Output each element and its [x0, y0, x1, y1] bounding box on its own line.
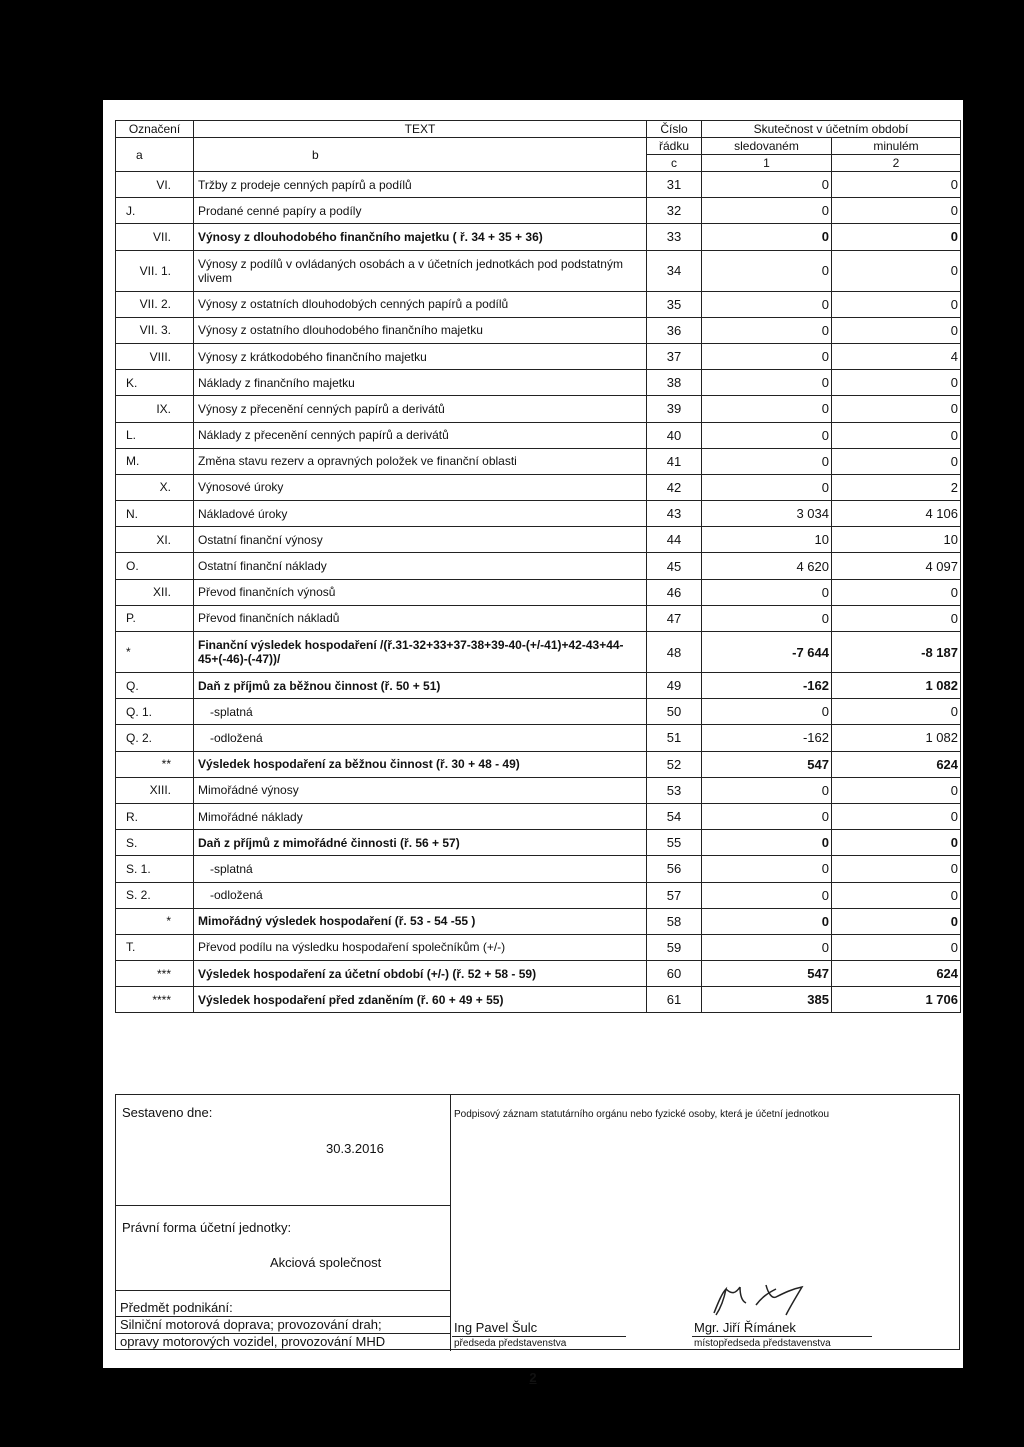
- row-text: Finanční výsledek hospodaření /(ř.31-32+33+37-38+39-40-(+/-41)+42-43+44-45+(-46)-(-47))/: [194, 632, 647, 673]
- row-previous-value: 0: [832, 830, 961, 856]
- table-row: [116, 579, 961, 605]
- row-mark: O.: [116, 553, 194, 579]
- row-line-number: 34: [647, 250, 702, 291]
- row-line-number: 49: [647, 673, 702, 699]
- row-current-value: 0: [702, 224, 832, 250]
- table-row: [116, 908, 961, 934]
- row-text: Daň z příjmů z mimořádné činnosti (ř. 56 + 57): [194, 830, 647, 856]
- row-text-indented: -odložená: [210, 730, 263, 745]
- row-text-indented: -odložená: [210, 888, 263, 903]
- table-row: [116, 250, 961, 291]
- row-mark: VII. 2.: [116, 291, 194, 317]
- row-current-value: 0: [702, 396, 832, 422]
- row-line-number: 53: [647, 777, 702, 803]
- table-row: [116, 961, 961, 987]
- row-current-value: 0: [702, 250, 832, 291]
- row-mark: Q. 2.: [116, 725, 194, 751]
- row-mark: K.: [116, 370, 194, 396]
- row-previous-value: 1 082: [832, 725, 961, 751]
- row-previous-value: 0: [832, 396, 961, 422]
- row-line-number: 44: [647, 527, 702, 553]
- row-line-number: 51: [647, 725, 702, 751]
- row-text: Výsledek hospodaření za účetní období (+/-) (ř. 52 + 58 - 59): [194, 961, 647, 987]
- row-text-indented: -splatná: [210, 704, 253, 719]
- row-line-number: 50: [647, 699, 702, 725]
- table-row: [116, 422, 961, 448]
- row-current-value: 10: [702, 527, 832, 553]
- row-mark: Q.: [116, 673, 194, 699]
- table-row: [116, 987, 961, 1013]
- row-text: [194, 856, 647, 882]
- row-text: Náklady z přecenění cenných papírů a derivátů: [194, 422, 647, 448]
- row-current-value: 0: [702, 605, 832, 631]
- row-current-value: 547: [702, 751, 832, 777]
- row-mark: Q. 1.: [116, 699, 194, 725]
- row-line-number: 45: [647, 553, 702, 579]
- row-text: Výnosy z podílů v ovládaných osobách a v účetních jednotkách pod podstatným vlivem: [194, 250, 647, 291]
- row-text: Převod podílu na výsledku hospodaření společníkům (+/-): [194, 934, 647, 960]
- header-line-sub1: řádku: [647, 138, 702, 155]
- header-current: sledovaném: [702, 138, 832, 155]
- row-mark: VII. 1.: [116, 250, 194, 291]
- row-line-number: 56: [647, 856, 702, 882]
- row-text: Převod finančních nákladů: [194, 605, 647, 631]
- row-text: Výnosy z krátkodobého finančního majetku: [194, 343, 647, 369]
- row-mark: N.: [116, 501, 194, 527]
- row-previous-value: 0: [832, 224, 961, 250]
- legal-form-value: Akciová společnost: [270, 1255, 382, 1270]
- row-current-value: 0: [702, 934, 832, 960]
- header-period: Skutečnost v účetním období: [702, 121, 961, 138]
- row-current-value: -7 644: [702, 632, 832, 673]
- row-text: Výnosové úroky: [194, 474, 647, 500]
- table-row: [116, 198, 961, 224]
- row-mark: XII.: [116, 579, 194, 605]
- row-text: Nákladové úroky: [194, 501, 647, 527]
- table-row: [116, 803, 961, 829]
- signer2-role: místopředseda představenstva: [694, 1338, 831, 1349]
- row-previous-value: 0: [832, 198, 961, 224]
- header-mark-sub: a: [116, 138, 194, 172]
- row-current-value: -162: [702, 725, 832, 751]
- table-row: [116, 448, 961, 474]
- row-current-value: 0: [702, 882, 832, 908]
- row-previous-value: 2: [832, 474, 961, 500]
- row-text: Mimořádné výnosy: [194, 777, 647, 803]
- table-row: [116, 224, 961, 250]
- row-mark: P.: [116, 605, 194, 631]
- row-previous-value: 0: [832, 172, 961, 198]
- row-previous-value: 0: [832, 250, 961, 291]
- table-row: [116, 699, 961, 725]
- row-line-number: 55: [647, 830, 702, 856]
- row-previous-value: 624: [832, 961, 961, 987]
- row-text: Převod finančních výnosů: [194, 579, 647, 605]
- compiled-label: Sestaveno dne:: [122, 1105, 213, 1120]
- table-row: [116, 553, 961, 579]
- signer2-name: Mgr. Jiří Římánek: [694, 1320, 796, 1335]
- row-line-number: 32: [647, 198, 702, 224]
- row-mark: ****: [116, 987, 194, 1013]
- row-previous-value: 4 106: [832, 501, 961, 527]
- row-current-value: 0: [702, 803, 832, 829]
- row-line-number: 31: [647, 172, 702, 198]
- table-row: [116, 934, 961, 960]
- row-previous-value: 624: [832, 751, 961, 777]
- table-header: [116, 121, 961, 172]
- table-row: [116, 343, 961, 369]
- row-text: Změna stavu rezerv a opravných položek ve finanční oblasti: [194, 448, 647, 474]
- row-text: Výsledek hospodaření za běžnou činnost (ř. 30 + 48 - 49): [194, 751, 647, 777]
- row-line-number: 35: [647, 291, 702, 317]
- table-row: [116, 317, 961, 343]
- table-row: [116, 725, 961, 751]
- row-mark: IX.: [116, 396, 194, 422]
- row-current-value: -162: [702, 673, 832, 699]
- row-current-value: 0: [702, 317, 832, 343]
- row-mark: X.: [116, 474, 194, 500]
- row-previous-value: -8 187: [832, 632, 961, 673]
- row-previous-value: 4: [832, 343, 961, 369]
- header-line-sub2: c: [647, 155, 702, 172]
- table-row: [116, 882, 961, 908]
- row-line-number: 40: [647, 422, 702, 448]
- row-text: [194, 699, 647, 725]
- row-line-number: 39: [647, 396, 702, 422]
- row-text-indented: -splatná: [210, 861, 253, 876]
- row-current-value: 0: [702, 777, 832, 803]
- row-text: Mimořádný výsledek hospodaření (ř. 53 - 54 -55 ): [194, 908, 647, 934]
- table-row: [116, 396, 961, 422]
- row-mark: XI.: [116, 527, 194, 553]
- row-current-value: 0: [702, 856, 832, 882]
- row-mark: VII. 3.: [116, 317, 194, 343]
- row-line-number: 60: [647, 961, 702, 987]
- row-line-number: 38: [647, 370, 702, 396]
- table-row: [116, 370, 961, 396]
- header-prev: minulém: [832, 138, 961, 155]
- row-line-number: 57: [647, 882, 702, 908]
- row-mark: S. 1.: [116, 856, 194, 882]
- row-text: Výnosy z ostatního dlouhodobého finančního majetku: [194, 317, 647, 343]
- row-current-value: 0: [702, 198, 832, 224]
- row-text: Výsledek hospodaření před zdaněním (ř. 60 + 49 + 55): [194, 987, 647, 1013]
- row-text: Tržby z prodeje cenných papírů a podílů: [194, 172, 647, 198]
- row-previous-value: 0: [832, 803, 961, 829]
- row-mark: ***: [116, 961, 194, 987]
- row-previous-value: 1 082: [832, 673, 961, 699]
- row-text: [194, 882, 647, 908]
- row-previous-value: 0: [832, 291, 961, 317]
- row-mark: VI.: [116, 172, 194, 198]
- row-mark: *: [116, 632, 194, 673]
- row-previous-value: 0: [832, 856, 961, 882]
- row-previous-value: 0: [832, 605, 961, 631]
- row-current-value: 0: [702, 291, 832, 317]
- row-previous-value: 4 097: [832, 553, 961, 579]
- row-previous-value: 0: [832, 908, 961, 934]
- row-text: Výnosy z přecenění cenných papírů a derivátů: [194, 396, 647, 422]
- row-current-value: 0: [702, 343, 832, 369]
- row-text: Ostatní finanční výnosy: [194, 527, 647, 553]
- row-text: Prodané cenné papíry a podíly: [194, 198, 647, 224]
- business-label: Předmět podnikání:: [120, 1300, 233, 1315]
- table-row: [116, 751, 961, 777]
- row-text: Výnosy z dlouhodobého finančního majetku ( ř. 34 + 35 + 36): [194, 224, 647, 250]
- row-current-value: 385: [702, 987, 832, 1013]
- table-row: [116, 777, 961, 803]
- row-line-number: 37: [647, 343, 702, 369]
- row-text: [194, 725, 647, 751]
- row-mark: R.: [116, 803, 194, 829]
- page-number: 2: [529, 1370, 537, 1385]
- row-text: Výnosy z ostatních dlouhodobých cenných papírů a podílů: [194, 291, 647, 317]
- row-current-value: 547: [702, 961, 832, 987]
- row-line-number: 36: [647, 317, 702, 343]
- row-previous-value: 0: [832, 317, 961, 343]
- row-line-number: 52: [647, 751, 702, 777]
- business-line2: opravy motorových vozidel, provozování MHD: [120, 1334, 386, 1349]
- income-statement-table: [115, 120, 961, 1013]
- header-mark: Označení: [116, 121, 194, 138]
- row-line-number: 47: [647, 605, 702, 631]
- row-text: Náklady z finančního majetku: [194, 370, 647, 396]
- row-previous-value: 0: [832, 370, 961, 396]
- header-text: TEXT: [194, 121, 647, 138]
- table-row: [116, 632, 961, 673]
- row-previous-value: 10: [832, 527, 961, 553]
- signature-graphic: [696, 1275, 826, 1321]
- table-row: [116, 474, 961, 500]
- business-line1: Silniční motorová doprava; provozování drah;: [120, 1317, 382, 1332]
- row-current-value: 0: [702, 422, 832, 448]
- row-current-value: 0: [702, 830, 832, 856]
- row-line-number: 61: [647, 987, 702, 1013]
- row-line-number: 41: [647, 448, 702, 474]
- row-mark: **: [116, 751, 194, 777]
- row-previous-value: 0: [832, 934, 961, 960]
- row-text: Daň z příjmů za běžnou činnost (ř. 50 + 51): [194, 673, 647, 699]
- row-current-value: 0: [702, 699, 832, 725]
- row-line-number: 43: [647, 501, 702, 527]
- table-row: [116, 605, 961, 631]
- table-row: [116, 830, 961, 856]
- row-mark: VIII.: [116, 343, 194, 369]
- table-row: [116, 172, 961, 198]
- table-row: [116, 291, 961, 317]
- row-mark: S. 2.: [116, 882, 194, 908]
- table-row: [116, 527, 961, 553]
- legal-form-label: Právní forma účetní jednotky:: [122, 1220, 292, 1235]
- row-mark: J.: [116, 198, 194, 224]
- header-current-sub: 1: [702, 155, 832, 172]
- row-current-value: 0: [702, 474, 832, 500]
- table-row: [116, 673, 961, 699]
- statement-sheet: [103, 100, 963, 1385]
- table-body: [116, 172, 961, 1013]
- row-line-number: 42: [647, 474, 702, 500]
- row-mark: XIII.: [116, 777, 194, 803]
- row-mark: VII.: [116, 224, 194, 250]
- row-current-value: 0: [702, 579, 832, 605]
- row-mark: T.: [116, 934, 194, 960]
- row-previous-value: 0: [832, 422, 961, 448]
- row-text: Mimořádné náklady: [194, 803, 647, 829]
- header-line: Číslo: [647, 121, 702, 138]
- signature-block: [115, 1094, 960, 1350]
- row-text: Ostatní finanční náklady: [194, 553, 647, 579]
- table-row: [116, 856, 961, 882]
- row-current-value: 0: [702, 172, 832, 198]
- row-line-number: 46: [647, 579, 702, 605]
- row-line-number: 54: [647, 803, 702, 829]
- row-mark: *: [116, 908, 194, 934]
- row-mark: S.: [116, 830, 194, 856]
- signature-note: Podpisový záznam statutárního orgánu nebo fyzické osoby, která je účetní jednotkou: [454, 1109, 830, 1120]
- row-line-number: 33: [647, 224, 702, 250]
- row-current-value: 0: [702, 448, 832, 474]
- row-previous-value: 1 706: [832, 987, 961, 1013]
- row-previous-value: 0: [832, 448, 961, 474]
- signer1-name: Ing Pavel Šulc: [454, 1320, 538, 1335]
- row-current-value: 4 620: [702, 553, 832, 579]
- compiled-date: 30.3.2016: [326, 1141, 384, 1156]
- row-current-value: 0: [702, 370, 832, 396]
- row-mark: L.: [116, 422, 194, 448]
- row-line-number: 59: [647, 934, 702, 960]
- row-line-number: 58: [647, 908, 702, 934]
- row-previous-value: 0: [832, 699, 961, 725]
- row-previous-value: 0: [832, 882, 961, 908]
- signer1-role: předseda představenstva: [454, 1338, 567, 1349]
- row-line-number: 48: [647, 632, 702, 673]
- header-prev-sub: 2: [832, 155, 961, 172]
- row-current-value: 3 034: [702, 501, 832, 527]
- row-previous-value: 0: [832, 777, 961, 803]
- row-previous-value: 0: [832, 579, 961, 605]
- header-text-sub: b: [194, 138, 647, 172]
- table-row: [116, 501, 961, 527]
- row-current-value: 0: [702, 908, 832, 934]
- row-mark: M.: [116, 448, 194, 474]
